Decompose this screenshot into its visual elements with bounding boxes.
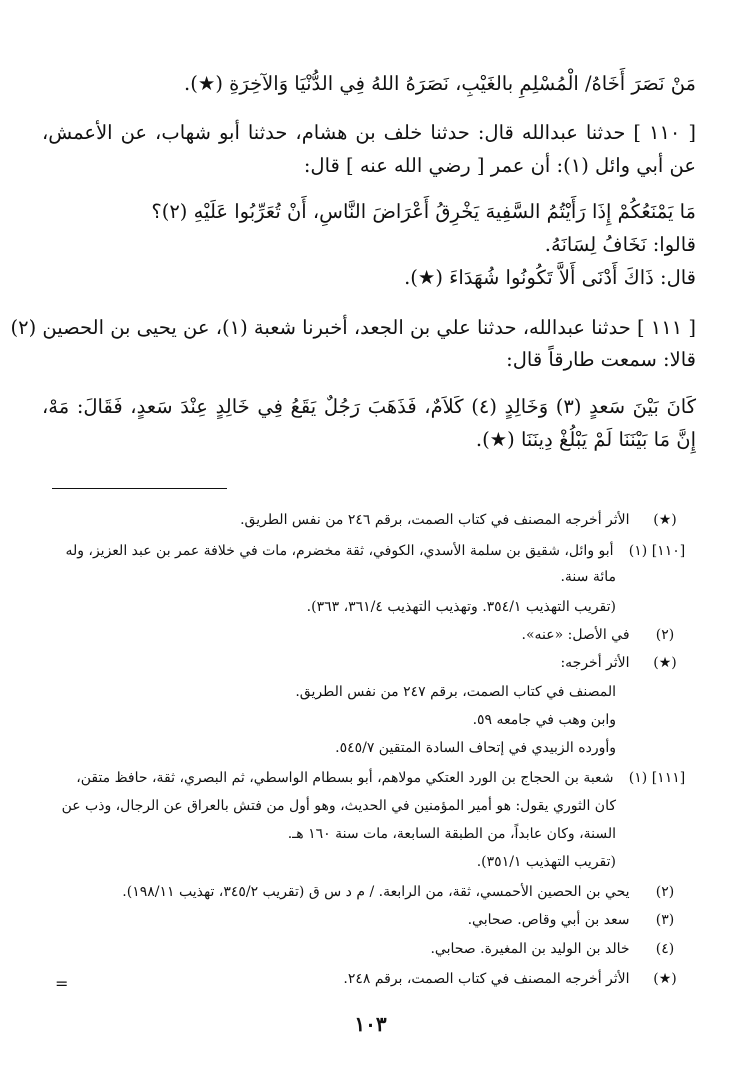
footnote — [52, 538, 696, 564]
hadith-text-line: إِنَّ مَا بَيْنَنَا لَمْ يَبْلُغْ دِينَنَا (★). — [475, 428, 696, 451]
isnad-111-line-2: قالا: سمعت طارقاً قال: — [506, 348, 696, 371]
footnote — [52, 907, 696, 933]
footnote-continuation: السنة، وكان عابداً، من الطبقة السابعة، مات سنة ١٦٠ هـ. — [287, 826, 616, 842]
footnote — [52, 966, 696, 992]
footnote — [52, 622, 696, 648]
isnad-110-line: [ ١١٠ ] حدثنا عبدالله قال: حدثنا خلف بن هشام، حدثنا أبو شهاب، عن الأعمش، — [42, 121, 697, 144]
footnote-continuation: (تقريب التهذيب ٣٥١/١). — [476, 854, 616, 870]
footnote-marker: [١١٠] (١) — [628, 543, 686, 559]
footnote-text: يحي بن الحصين الأحمسي، ثقة، من الرابعة. / م د س ق (تقريب ٣٤٥/٢، تهذيب ١٩٨/١١). — [122, 884, 630, 900]
footnote-marker: [١١١] (١) — [628, 770, 686, 786]
footnote-continuation: وابن وهب في جامعه ٥٩. — [472, 712, 616, 728]
footnote-continuation: كان الثوري يقول: هو أمير المؤمنين في الحديث، وهو أول من فتش بالعراق عن الرجال، وذب عن — [61, 798, 616, 814]
footnote-text: سعد بن أبي وقاص. صحابي. — [467, 912, 630, 928]
footnote-text: في الأصل: «عنه». — [521, 627, 630, 643]
footnote-marker: (٤) — [655, 941, 675, 957]
footnote-text: الأثر أخرجه المصنف في كتاب الصمت، برقم ٢٤٨. — [343, 971, 630, 987]
footnote — [52, 650, 696, 676]
footnote-marker: (★) — [653, 512, 677, 528]
footnote-marker: (٢) — [655, 627, 675, 643]
footnote — [52, 507, 696, 533]
footnote-separator — [52, 488, 227, 489]
hadith-text-line: كَانَ بَيْنَ سَعدٍ (٣) وَخَالِدٍ (٤) كَلاَمٌ، فَذَهَبَ رَجُلٌ يَقَعُ فِي خَالِدٍ عِنْدَ سَعدٍ، فَقَالَ: مَهْ، — [42, 395, 696, 418]
footnote-continuation: وأورده الزبيدي في إتحاف السادة المتقين ٥٤٥/٧. — [335, 740, 616, 756]
footnote-text: الأثر أخرجه: — [560, 655, 630, 671]
footnote-text: شعبة بن الحجاج بن الورد العتكي مولاهم، أبو بسطام الواسطي، ثم البصري، ثقة، حافظ متقن، — [76, 770, 614, 786]
footnote-text: أبو وائل، شقيق بن سلمة الأسدي، الكوفي، ثقة مخضرم، مات في خلافة عمر بن عبد العزيز، وله — [65, 543, 614, 559]
footnote — [52, 936, 696, 962]
footnote-continuation: المصنف في كتاب الصمت، برقم ٢٤٧ من نفس الطريق. — [295, 684, 616, 700]
footnote — [52, 765, 696, 791]
footnote-marker: (٣) — [655, 912, 675, 928]
hadith-text-line: قال: ذَاكَ أَدْنَى أَلاَّ تَكُونُوا شُهَدَاءَ (★). — [404, 266, 696, 289]
footnote-continuation: مائة سنة. — [560, 569, 616, 585]
hadith-text-line: قالوا: نَخَافُ لِسَانَهُ. — [544, 233, 696, 256]
page-number: ١٠٣ — [354, 1012, 387, 1036]
hadith-text-line: مَا يَمْنَعُكُمْ إِذَا رَأَيْتُمُ السَّفِيهَ يَخْرِقُ أَعْرَاضَ النَّاسِ، أَنْ تُعَرِّبُوا عَلَيْهِ (٢)؟ — [151, 200, 696, 223]
margin-mark: = — [55, 974, 69, 993]
footnote-text: الأثر أخرجه المصنف في كتاب الصمت، برقم ٢٤٦ من نفس الطريق. — [240, 512, 630, 528]
footnote-text: خالد بن الوليد بن المغيرة. صحابي. — [430, 941, 630, 957]
hadith-text-line: مَنْ نَصَرَ أَخَاهُ/ الْمُسْلِمِ بالغَيْبِ، نَصَرَهُ اللهُ فِي الدُّنْيَا وَالآخِرَةِ (★). — [184, 72, 696, 95]
footnote-continuation: (تقريب التهذيب ٣٥٤/١. وتهذيب التهذيب ٣٦١/٤، ٣٦٣). — [306, 599, 616, 615]
footnote-marker: (★) — [653, 971, 677, 987]
footnote-marker: (٢) — [655, 884, 675, 900]
footnote-marker: (★) — [653, 655, 677, 671]
isnad-111-line: [ ١١١ ] حدثنا عبدالله، حدثنا علي بن الجعد، أخبرنا شعبة (١)، عن يحيى بن الحصين (٢) — [10, 316, 696, 339]
footnote — [52, 879, 696, 905]
isnad-110-line-2: عن أبي وائل (١): أن عمر [ رضي الله عنه ] قال: — [303, 154, 696, 177]
